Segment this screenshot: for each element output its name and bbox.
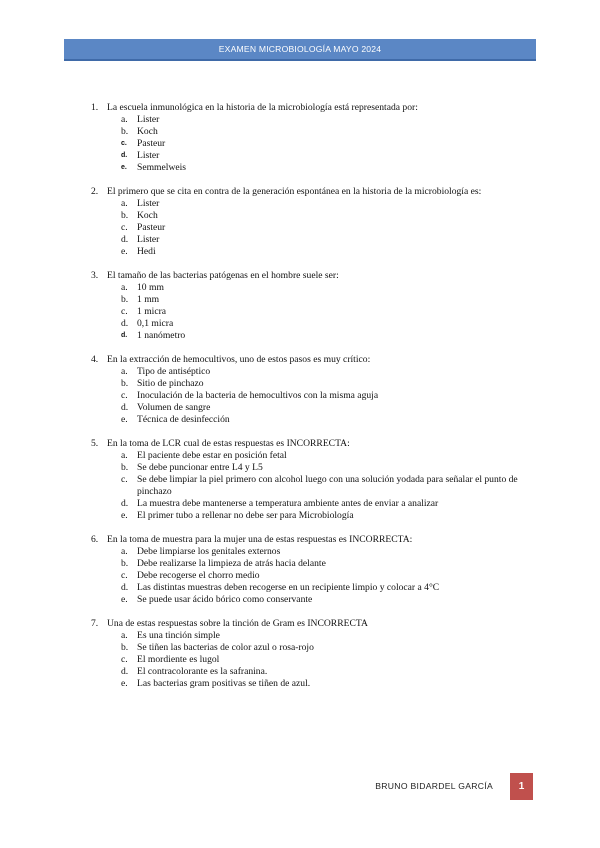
- option-letter: c.: [121, 390, 128, 401]
- question-number: 3.: [91, 270, 99, 281]
- question-text: En la toma de muestra para la mujer una de estas respuestas es INCORRECTA:: [107, 534, 413, 545]
- header-title: EXAMEN MICROBIOLOGÍA MAYO 2024: [218, 44, 382, 54]
- option-letter: d.: [121, 582, 129, 593]
- option-text: La muestra debe mantenerse a temperatura ambiente antes de enviar a analizar: [137, 498, 439, 509]
- option-letter: d.: [121, 234, 129, 245]
- option-item: [121, 630, 541, 642]
- option-item: [121, 570, 541, 582]
- option-item: [121, 234, 541, 246]
- question-number: 7.: [91, 618, 99, 629]
- option-letter: c.: [121, 140, 127, 147]
- option-text: Lister: [137, 198, 160, 209]
- option-text: Lister: [137, 114, 160, 125]
- option-item: [121, 366, 541, 378]
- option-letter: c.: [121, 222, 128, 233]
- option-letter: a.: [121, 366, 128, 377]
- option-text: Pasteur: [137, 222, 166, 233]
- option-text: El contracolorante es la safranina.: [137, 666, 268, 677]
- option-letter: d.: [121, 498, 129, 509]
- question-list: [91, 102, 541, 702]
- question-5: [91, 438, 541, 522]
- option-item: [121, 282, 541, 294]
- option-item: [121, 138, 541, 150]
- option-item: [121, 654, 541, 666]
- question-number: 2.: [91, 186, 99, 197]
- option-text: Las bacterias gram positivas se tiñen de azul.: [137, 678, 311, 689]
- option-text: El primer tubo a rellenar no debe ser para Microbiología: [137, 510, 354, 521]
- page-header: [64, 39, 536, 61]
- option-letter: c.: [121, 474, 128, 485]
- page-number-badge: 1: [510, 773, 533, 800]
- option-text: Tipo de antiséptico: [137, 366, 211, 377]
- option-text: El paciente debe estar en posición fetal: [137, 450, 287, 461]
- option-item: [121, 330, 541, 342]
- option-item: [121, 678, 541, 690]
- option-text: Debe limpiarse los genitales externos: [137, 546, 281, 557]
- option-letter: a.: [121, 198, 128, 209]
- option-text: Se debe puncionar entre L4 y L5: [137, 462, 263, 473]
- option-item: [121, 546, 541, 558]
- option-letter: d.: [121, 318, 129, 329]
- option-letter: e.: [121, 594, 128, 605]
- question-text: En la extracción de hemocultivos, uno de estos pasos es muy crítico:: [107, 354, 371, 365]
- question-6: [91, 534, 541, 606]
- option-text: Semmelweis: [137, 162, 187, 173]
- option-text: 1 mm: [137, 294, 160, 305]
- option-letter: b.: [121, 294, 129, 305]
- option-item: [121, 414, 541, 426]
- question-text: En la toma de LCR cual de estas respuestas es INCORRECTA:: [107, 438, 350, 449]
- option-item: [121, 198, 541, 210]
- option-letter: e.: [121, 510, 128, 521]
- option-text: Se puede usar ácido bórico como conservante: [137, 594, 313, 605]
- option-item: [121, 558, 541, 570]
- option-letter: c.: [121, 654, 128, 665]
- option-text: 0,1 micra: [137, 318, 174, 329]
- option-item: [121, 474, 541, 498]
- option-letter: a.: [121, 114, 128, 125]
- option-item: [121, 126, 541, 138]
- option-item: [121, 246, 541, 258]
- option-text: Técnica de desinfección: [137, 414, 230, 425]
- question-4: [91, 354, 541, 426]
- option-text: 1 nanómetro: [137, 330, 186, 341]
- question-text: El primero que se cita en contra de la generación espontánea en la historia de la microbiología es:: [107, 186, 482, 197]
- question-3: [91, 270, 541, 342]
- option-text: 1 micra: [137, 306, 167, 317]
- option-text: 10 mm: [137, 282, 164, 293]
- option-letter: b.: [121, 558, 129, 569]
- question-7: [91, 618, 541, 690]
- option-letter: d.: [121, 402, 129, 413]
- option-item: [121, 594, 541, 606]
- option-item: [121, 498, 541, 510]
- option-item: [121, 390, 541, 402]
- question-number: 6.: [91, 534, 99, 545]
- option-letter: e.: [121, 414, 128, 425]
- question-number: 1.: [91, 102, 99, 113]
- option-item: [121, 306, 541, 318]
- option-letter: c.: [121, 306, 128, 317]
- option-letter: e.: [121, 164, 127, 171]
- question-number: 5.: [91, 438, 99, 449]
- option-item: [121, 402, 541, 414]
- question-text: El tamaño de las bacterias patógenas en el hombre suele ser:: [107, 270, 339, 281]
- option-text: Debe recogerse el chorro medio: [137, 570, 260, 581]
- option-letter: b.: [121, 126, 129, 137]
- option-letter: a.: [121, 282, 128, 293]
- option-letter: c.: [121, 570, 128, 581]
- option-letter: b.: [121, 210, 129, 221]
- option-text: Es una tinción simple: [137, 630, 220, 641]
- option-text: El mordiente es lugol: [137, 654, 220, 665]
- option-text: Koch: [137, 210, 158, 221]
- question-2: [91, 186, 541, 258]
- option-text: Volumen de sangre: [137, 402, 211, 413]
- option-letter: d.: [121, 152, 128, 159]
- option-text: Hedi: [137, 246, 156, 257]
- option-item: [121, 378, 541, 390]
- option-text: Debe realizarse la limpieza de atrás hacia delante: [137, 558, 326, 569]
- question-text: Una de estas respuestas sobre la tinción de Gram es INCORRECTA: [107, 618, 368, 629]
- option-item: [121, 582, 541, 594]
- option-item: [121, 642, 541, 654]
- option-item: [121, 210, 541, 222]
- option-letter: a.: [121, 546, 128, 557]
- option-text: Se debe limpiar la piel primero con alcohol luego con una solución yodada para señalar el punto de pinchazo: [137, 474, 518, 497]
- option-text: Las distintas muestras deben recogerse en un recipiente limpio y colocar a 4°C: [137, 582, 440, 593]
- option-item: [121, 510, 541, 522]
- option-item: [121, 114, 541, 126]
- question-text: La escuela inmunológica en la historia de la microbiología está representada por:: [107, 102, 418, 113]
- option-item: [121, 222, 541, 234]
- option-item: [121, 462, 541, 474]
- question-number: 4.: [91, 354, 99, 365]
- option-item: [121, 666, 541, 678]
- option-letter: b.: [121, 378, 129, 389]
- option-letter: a.: [121, 630, 128, 641]
- option-letter: e.: [121, 678, 128, 689]
- option-letter: d.: [121, 666, 129, 677]
- option-text: Sitio de pinchazo: [137, 378, 204, 389]
- option-item: [121, 294, 541, 306]
- option-item: [121, 150, 541, 162]
- option-text: Lister: [137, 234, 160, 245]
- option-text: Koch: [137, 126, 158, 137]
- option-letter: a.: [121, 450, 128, 461]
- option-text: Pasteur: [137, 138, 166, 149]
- option-letter: b.: [121, 462, 129, 473]
- option-item: [121, 450, 541, 462]
- option-item: [121, 162, 541, 174]
- option-text: Inoculación de la bacteria de hemocultivos con la misma aguja: [137, 390, 379, 401]
- option-item: [121, 318, 541, 330]
- question-1: [91, 102, 541, 174]
- option-text: Se tiñen las bacterias de color azul o rosa-rojo: [137, 642, 314, 653]
- option-letter: b.: [121, 642, 129, 653]
- option-letter: d.: [121, 332, 128, 339]
- option-text: Lister: [137, 150, 160, 161]
- footer-author: BRUNO BIDARDEL GARCÍA: [375, 781, 493, 791]
- option-letter: e.: [121, 246, 128, 257]
